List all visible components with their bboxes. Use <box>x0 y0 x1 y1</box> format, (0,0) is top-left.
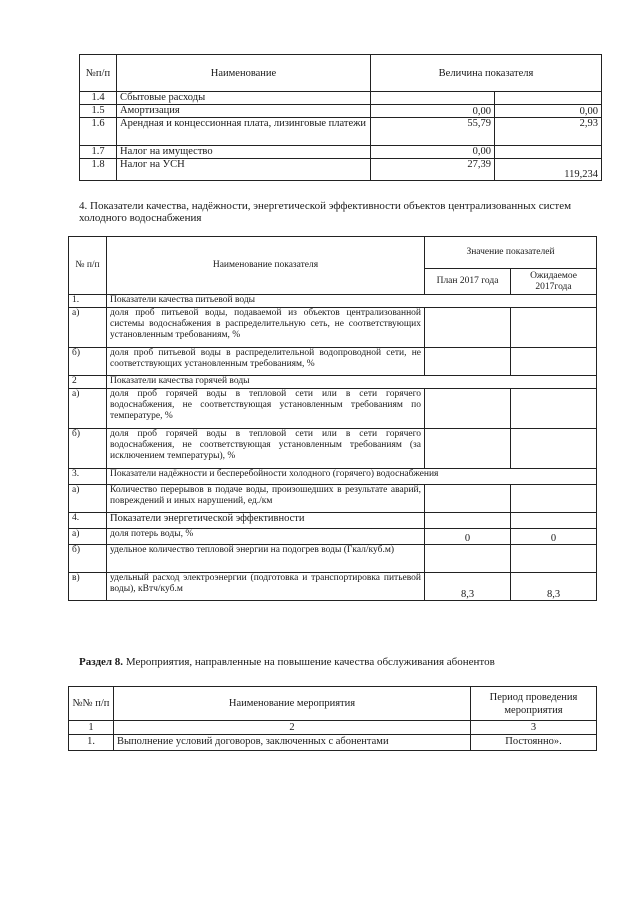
row-expected <box>511 389 597 429</box>
row-num: 1.7 <box>80 146 117 159</box>
row-name: доля потерь воды, % <box>107 529 425 545</box>
cost-table-header <box>80 55 602 92</box>
row-num: 1.5 <box>80 105 117 118</box>
indicators-header-row <box>69 237 597 269</box>
table-row <box>69 348 597 376</box>
table-row <box>69 429 597 469</box>
row-name: Сбытовые расходы <box>117 92 371 105</box>
indicators-table <box>68 236 597 601</box>
table-row <box>69 513 597 529</box>
row-plan: 0 <box>425 529 511 545</box>
row-name: удельный расход электроэнергии (подготовка и транспортировка питьевой воды), кВтч/куб.м <box>107 573 425 601</box>
row-plan <box>425 348 511 376</box>
table-row <box>69 573 597 601</box>
row-expected <box>511 308 597 348</box>
row-name: Выполнение условий договоров, заключенных с абонентами <box>114 735 471 751</box>
row-name: Показатели качества горячей воды <box>107 376 597 389</box>
row-value-1: 0,00 <box>371 146 495 159</box>
row-num: б) <box>69 429 107 469</box>
section-8-heading <box>79 656 495 668</box>
row-plan <box>425 389 511 429</box>
row-name: Количество перерывов в подаче воды, произошедших в результате аварий, повреждений и иных нарушений, ед./км <box>107 485 425 513</box>
cost-table <box>79 54 602 181</box>
table-row <box>69 389 597 429</box>
header-name: Наименование <box>117 55 371 92</box>
row-num: б) <box>69 545 107 573</box>
row-name: удельное количество тепловой энергии на подогрев воды (Гкал/куб.м) <box>107 545 425 573</box>
row-expected: 0 <box>511 529 597 545</box>
row-name: Показатели качества питьевой воды <box>107 295 597 308</box>
row-name: доля проб горячей воды в тепловой сети или в сети горячего водоснабжения, не соответствующая установленным требованиям по температуре, % <box>107 389 425 429</box>
row-num: 4. <box>69 513 107 529</box>
row-num: в) <box>69 573 107 601</box>
section-8-label: Раздел 8. <box>79 656 124 668</box>
row-name: Налог на УСН <box>117 159 371 181</box>
index-2: 2 <box>114 721 471 735</box>
measures-index-row <box>69 721 597 735</box>
row-value-1: 0,00 <box>371 105 495 118</box>
row-num: 3. <box>69 469 107 485</box>
row-num: 1. <box>69 735 114 751</box>
row-value-2: 2,93 <box>495 118 602 146</box>
row-expected <box>511 429 597 469</box>
table-row <box>69 469 597 485</box>
row-num: 2 <box>69 376 107 389</box>
header-name: Наименование мероприятия <box>114 687 471 721</box>
measures-table <box>68 686 597 751</box>
row-plan <box>425 513 511 529</box>
header-period: Период проведения мероприятия <box>471 687 597 721</box>
row-value-2: 0,00 <box>495 105 602 118</box>
table-row <box>80 105 602 118</box>
row-value-1 <box>371 92 495 105</box>
row-value-1: 55,79 <box>371 118 495 146</box>
row-num: 1.4 <box>80 92 117 105</box>
row-plan <box>425 545 511 573</box>
table-row <box>69 735 597 751</box>
header-value: Значение показателей <box>425 237 597 269</box>
row-name: Амортизация <box>117 105 371 118</box>
section-8-title: Мероприятия, направленные на повышение качества обслуживания абонентов <box>125 656 495 668</box>
row-period: Постоянно». <box>471 735 597 751</box>
table-row <box>69 376 597 389</box>
row-expected <box>511 545 597 573</box>
table-row <box>80 159 602 181</box>
table-row <box>80 146 602 159</box>
row-num: б) <box>69 348 107 376</box>
table-row <box>80 92 602 105</box>
row-num: а) <box>69 529 107 545</box>
row-num: 1.8 <box>80 159 117 181</box>
header-plan: План 2017 года <box>425 269 511 295</box>
row-name: Налог на имущество <box>117 146 371 159</box>
row-name: Показатели энергетической эффективности <box>107 513 425 529</box>
measures-header-row <box>69 687 597 721</box>
row-value-2 <box>495 146 602 159</box>
header-name: Наименование показателя <box>107 237 425 295</box>
row-name: доля проб питьевой воды, подаваемой из объектов централизованной системы водоснабжения в распределительную сеть, не соответствующих установленным требованиям, % <box>107 308 425 348</box>
row-plan <box>425 308 511 348</box>
table-row <box>69 529 597 545</box>
row-name: доля проб питьевой воды в распределительной водопроводной сети, не соответствующих установленным требованиям, % <box>107 348 425 376</box>
table-row <box>69 545 597 573</box>
row-expected <box>511 513 597 529</box>
row-expected <box>511 485 597 513</box>
row-expected <box>511 348 597 376</box>
header-num: №п/п <box>80 55 117 92</box>
row-name: Арендная и концессионная плата, лизинговые платежи <box>117 118 371 146</box>
section-4-heading: 4. Показатели качества, надёжности, энергетической эффективности объектов централизованных систем холодного водоснабжения <box>79 200 572 224</box>
row-plan <box>425 485 511 513</box>
row-num: а) <box>69 485 107 513</box>
row-value-2 <box>495 92 602 105</box>
table-row <box>80 118 602 146</box>
row-num: а) <box>69 389 107 429</box>
row-name: Показатели надёжности и бесперебойности холодного (горячего) водоснабжения <box>107 469 597 485</box>
row-plan: 8,3 <box>425 573 511 601</box>
header-num: №№ п/п <box>69 687 114 721</box>
table-row <box>69 308 597 348</box>
row-plan <box>425 429 511 469</box>
row-num: а) <box>69 308 107 348</box>
header-num: № п/п <box>69 237 107 295</box>
table-row <box>69 485 597 513</box>
header-value: Величина показателя <box>371 55 602 92</box>
table-row <box>69 295 597 308</box>
index-3: 3 <box>471 721 597 735</box>
row-num: 1.6 <box>80 118 117 146</box>
row-name: доля проб горячей воды в тепловой сети или в сети горячего водоснабжения, не соответствующая установленным требованиям (за исключением температуры), % <box>107 429 425 469</box>
row-expected: 8,3 <box>511 573 597 601</box>
row-value-1: 27,39 <box>371 159 495 181</box>
index-1: 1 <box>69 721 114 735</box>
header-expected: Ожидаемое 2017года <box>511 269 597 295</box>
row-num: 1. <box>69 295 107 308</box>
row-value-2: 119,234 <box>495 159 602 181</box>
